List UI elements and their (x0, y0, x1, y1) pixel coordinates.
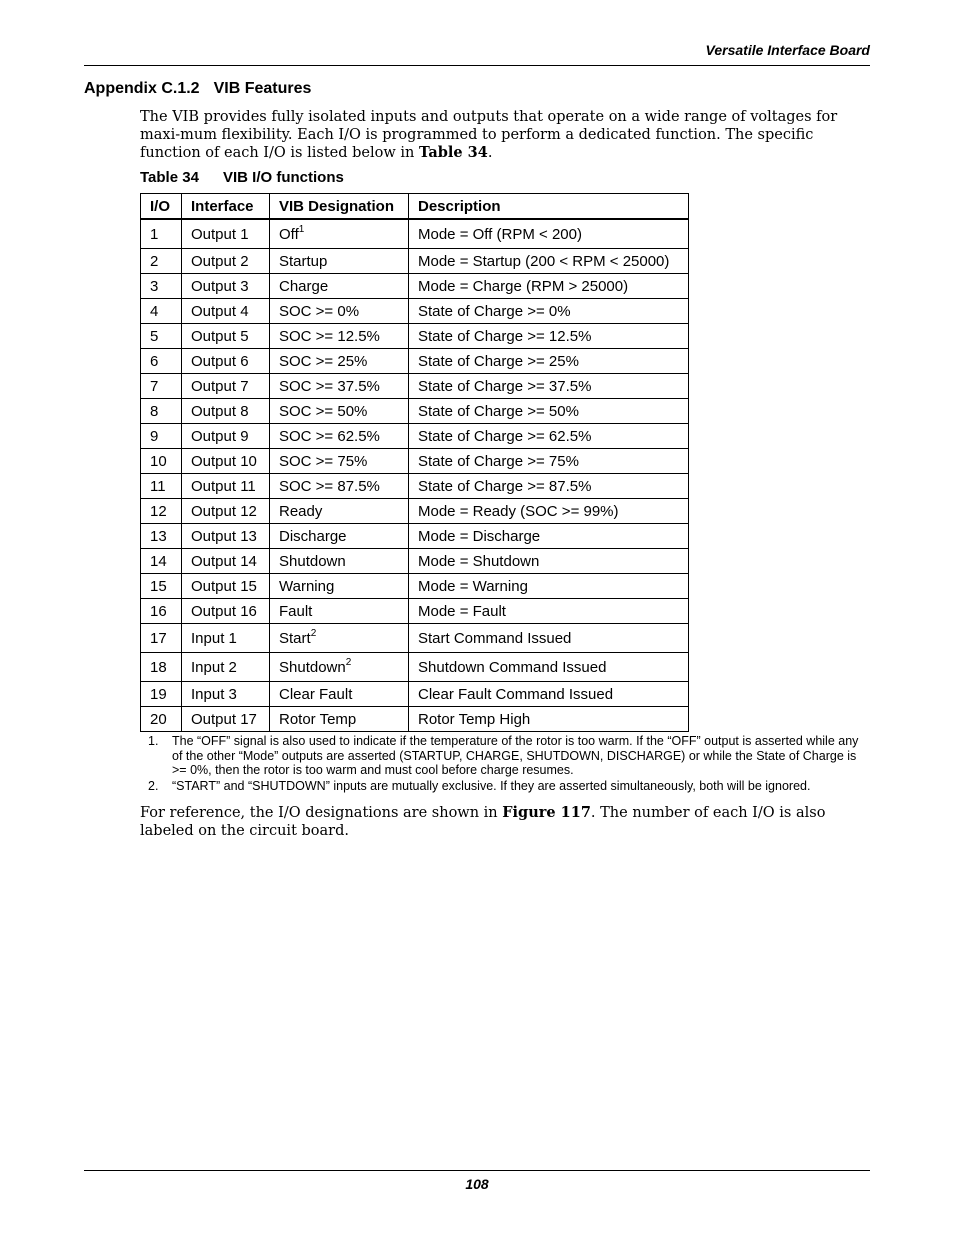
io-cell-text: 16 (150, 602, 167, 620)
io-cell-text: 12 (150, 502, 167, 520)
table-row (141, 219, 689, 249)
description-cell-text: Mode = Shutdown (418, 552, 540, 570)
io-cell (141, 682, 182, 707)
column-header-interface: Interface (182, 194, 270, 220)
table-row (141, 599, 689, 624)
interface-cell-text: Output 17 (191, 710, 257, 728)
designation-cell-text: SOC >= 87.5% (279, 477, 380, 495)
table-row (141, 549, 689, 574)
io-cell-text: 19 (150, 685, 167, 703)
description-cell-text: State of Charge >= 0% (418, 302, 571, 320)
io-cell (141, 219, 182, 249)
interface-cell-text: Input 1 (191, 629, 237, 647)
description-cell-text: Mode = Warning (418, 577, 528, 595)
designation-cell-text: Ready (279, 502, 323, 520)
table-row (141, 653, 689, 682)
description-cell (409, 574, 689, 599)
interface-cell-text: Output 15 (191, 577, 257, 595)
io-cell (141, 424, 182, 449)
designation-cell-text: SOC >= 0% (279, 302, 360, 320)
designation-cell-text: SOC >= 50% (279, 402, 368, 420)
table-body (141, 219, 689, 732)
closing-text: For reference, the I/O designations are shown in (140, 805, 503, 821)
io-cell (141, 349, 182, 374)
description-cell-text: Mode = Charge (RPM > 25000) (418, 277, 629, 295)
table-row (141, 682, 689, 707)
description-cell-text: State of Charge >= 62.5% (418, 427, 592, 445)
table-row (141, 349, 689, 374)
io-cell (141, 399, 182, 424)
interface-cell-text: Output 13 (191, 527, 257, 545)
description-cell-text: Mode = Startup (200 < RPM < 25000) (418, 252, 670, 270)
interface-cell (182, 624, 270, 653)
designation-cell (270, 399, 409, 424)
description-cell (409, 624, 689, 653)
description-cell-text: State of Charge >= 87.5% (418, 477, 592, 495)
interface-cell (182, 574, 270, 599)
description-cell (409, 274, 689, 299)
interface-cell (182, 349, 270, 374)
designation-cell-text: Off (279, 225, 299, 243)
interface-cell (182, 324, 270, 349)
table-row (141, 524, 689, 549)
interface-cell-text: Output 16 (191, 602, 257, 620)
footnote-text: The “OFF” signal is also used to indicate if the temperature of the rotor is too warm. If the “OFF” output is asserted while any of the other “Mode” outputs are asserted (STARTUP, CHARGE, SHUTDOWN, DISCHARGE) or while the State of Charge is >= 0%, then the rotor is too warm and must cool before charge resumes. (172, 734, 859, 777)
description-cell (409, 249, 689, 274)
designation-cell (270, 624, 409, 653)
io-cell (141, 474, 182, 499)
description-cell-text: Mode = Fault (418, 602, 506, 620)
description-cell-text: Rotor Temp High (418, 710, 531, 728)
io-cell (141, 324, 182, 349)
description-cell (409, 599, 689, 624)
designation-cell (270, 474, 409, 499)
interface-cell (182, 549, 270, 574)
running-header-title: Versatile Interface Board (705, 42, 870, 58)
column-header-designation: VIB Designation (270, 194, 409, 220)
footnote (148, 779, 860, 794)
description-cell-text: Clear Fault Command Issued (418, 685, 614, 703)
interface-cell (182, 707, 270, 732)
footnote-text: “START” and “SHUTDOWN” inputs are mutually exclusive. If they are asserted simultaneously, both will be ignored. (172, 778, 811, 793)
io-cell-text: 15 (150, 577, 167, 595)
interface-cell-text: Output 12 (191, 502, 257, 520)
description-cell-text: State of Charge >= 75% (418, 452, 579, 470)
footnote-marker: 2 (310, 627, 317, 639)
io-cell (141, 299, 182, 324)
io-cell-text: 3 (150, 277, 159, 295)
interface-cell-text: Output 3 (191, 277, 249, 295)
description-cell-text: Mode = Off (RPM < 200) (418, 225, 582, 243)
intro-paragraph (140, 108, 868, 162)
description-cell (409, 682, 689, 707)
closing-paragraph (140, 804, 868, 840)
io-cell-text: 18 (150, 658, 167, 676)
interface-cell-text: Output 9 (191, 427, 249, 445)
io-cell-text: 9 (150, 427, 159, 445)
interface-cell-text: Input 2 (191, 658, 237, 676)
io-cell-text: 14 (150, 552, 167, 570)
footnote-number: 2. (148, 778, 159, 793)
table-row (141, 474, 689, 499)
interface-cell (182, 449, 270, 474)
interface-cell (182, 653, 270, 682)
description-cell (409, 474, 689, 499)
interface-cell-text: Input 3 (191, 685, 237, 703)
table-row (141, 399, 689, 424)
intro-text-end: . (487, 145, 493, 161)
designation-cell-text: Shutdown (279, 552, 346, 570)
interface-cell (182, 219, 270, 249)
description-cell (409, 499, 689, 524)
designation-cell-text: Rotor Temp (279, 710, 357, 728)
io-cell-text: 4 (150, 302, 159, 320)
interface-cell (182, 249, 270, 274)
designation-cell (270, 707, 409, 732)
designation-cell-text: SOC >= 62.5% (279, 427, 380, 445)
io-cell-text: 7 (150, 377, 159, 395)
designation-cell-text: Warning (279, 577, 335, 595)
io-cell (141, 524, 182, 549)
description-cell-text: Mode = Discharge (418, 527, 541, 545)
interface-cell (182, 524, 270, 549)
section-number: Appendix C.1.2 (84, 80, 200, 97)
table-row (141, 424, 689, 449)
io-functions-table (140, 193, 689, 732)
io-cell (141, 653, 182, 682)
designation-cell-text: Start (279, 629, 311, 647)
table-reference: Table 34 (418, 144, 488, 161)
description-cell-text: Mode = Ready (SOC >= 99%) (418, 502, 619, 520)
designation-cell-text: SOC >= 25% (279, 352, 368, 370)
table-caption-label: Table 34 (140, 169, 199, 186)
interface-cell-text: Output 8 (191, 402, 249, 420)
description-cell (409, 374, 689, 399)
io-cell (141, 274, 182, 299)
description-cell (409, 399, 689, 424)
description-cell (409, 707, 689, 732)
description-cell-text: State of Charge >= 50% (418, 402, 579, 420)
table-caption-title: VIB I/O functions (223, 169, 344, 186)
designation-cell (270, 424, 409, 449)
io-cell-text: 10 (150, 452, 167, 470)
io-cell-text: 6 (150, 352, 159, 370)
description-cell (409, 653, 689, 682)
designation-cell-text: Shutdown (279, 658, 346, 676)
description-cell-text: State of Charge >= 25% (418, 352, 579, 370)
interface-cell (182, 599, 270, 624)
designation-cell (270, 249, 409, 274)
table-row (141, 324, 689, 349)
io-cell (141, 374, 182, 399)
intro-text: The VIB provides fully isolated inputs and outputs that operate on a wide range of voltages for maxi-mum flexibility. Each I/O is programmed to perform a dedicated function. The specific function of each I/O is listed below in (140, 109, 838, 161)
description-cell (409, 449, 689, 474)
interface-cell (182, 399, 270, 424)
io-cell-text: 1 (150, 225, 159, 243)
section-title: VIB Features (213, 80, 312, 97)
description-cell-text: State of Charge >= 37.5% (418, 377, 592, 395)
closing-text-end: . The number of each I/O is also labeled on the circuit board. (140, 805, 826, 839)
designation-cell-text: SOC >= 12.5% (279, 327, 380, 345)
io-cell (141, 599, 182, 624)
io-cell-text: 13 (150, 527, 167, 545)
io-cell-text: 17 (150, 629, 167, 647)
interface-cell-text: Output 7 (191, 377, 249, 395)
designation-cell-text: Clear Fault (279, 685, 353, 703)
designation-cell-text: Startup (279, 252, 328, 270)
footnote-number: 1. (148, 734, 159, 748)
interface-cell (182, 424, 270, 449)
table-header-row (141, 194, 689, 220)
designation-cell-text: Discharge (279, 527, 347, 545)
designation-cell-text: Charge (279, 277, 329, 295)
interface-cell-text: Output 4 (191, 302, 249, 320)
designation-cell (270, 449, 409, 474)
description-cell (409, 349, 689, 374)
interface-cell-text: Output 5 (191, 327, 249, 345)
description-cell (409, 424, 689, 449)
description-cell-text: Shutdown Command Issued (418, 658, 607, 676)
io-cell (141, 707, 182, 732)
section-heading (84, 80, 311, 98)
interface-cell (182, 274, 270, 299)
table-row (141, 274, 689, 299)
header-rule (84, 65, 870, 66)
description-cell (409, 324, 689, 349)
io-cell (141, 574, 182, 599)
table-row (141, 574, 689, 599)
io-cell (141, 549, 182, 574)
designation-cell (270, 599, 409, 624)
designation-cell (270, 324, 409, 349)
io-cell (141, 249, 182, 274)
description-cell (409, 219, 689, 249)
description-cell-text: Start Command Issued (418, 629, 572, 647)
designation-cell (270, 574, 409, 599)
table-row (141, 499, 689, 524)
designation-cell (270, 682, 409, 707)
designation-cell (270, 299, 409, 324)
interface-cell (182, 682, 270, 707)
table-row (141, 707, 689, 732)
interface-cell (182, 499, 270, 524)
designation-cell-text: Fault (279, 602, 313, 620)
figure-reference: Figure 117 (502, 804, 591, 821)
interface-cell-text: Output 6 (191, 352, 249, 370)
table-row (141, 624, 689, 653)
io-cell-text: 2 (150, 252, 159, 270)
io-cell-text: 5 (150, 327, 159, 345)
designation-cell (270, 274, 409, 299)
interface-cell-text: Output 2 (191, 252, 249, 270)
designation-cell (270, 349, 409, 374)
description-cell-text: State of Charge >= 12.5% (418, 327, 592, 345)
interface-cell-text: Output 1 (191, 225, 249, 243)
io-cell-text: 11 (150, 477, 166, 495)
table-row (141, 449, 689, 474)
footnote (148, 734, 860, 778)
column-header-description: Description (409, 194, 689, 220)
table-row (141, 249, 689, 274)
description-cell (409, 299, 689, 324)
designation-cell (270, 499, 409, 524)
designation-cell (270, 524, 409, 549)
io-cell (141, 499, 182, 524)
interface-cell (182, 299, 270, 324)
column-header-io: I/O (141, 194, 182, 220)
interface-cell-text: Output 10 (191, 452, 257, 470)
table-row (141, 299, 689, 324)
table-footnotes (148, 734, 860, 794)
io-cell-text: 8 (150, 402, 159, 420)
io-cell-text: 20 (150, 710, 167, 728)
designation-cell (270, 549, 409, 574)
io-cell (141, 449, 182, 474)
designation-cell-text: SOC >= 37.5% (279, 377, 380, 395)
interface-cell (182, 374, 270, 399)
io-cell (141, 624, 182, 653)
table-caption (140, 169, 344, 186)
footer-rule (84, 1170, 870, 1171)
description-cell (409, 524, 689, 549)
designation-cell (270, 374, 409, 399)
footnote-marker: 1 (298, 223, 305, 235)
description-cell (409, 549, 689, 574)
interface-cell-text: Output 11 (191, 477, 256, 495)
designation-cell (270, 653, 409, 682)
footnote-marker: 2 (345, 656, 352, 668)
designation-cell (270, 219, 409, 249)
table-row (141, 374, 689, 399)
designation-cell-text: SOC >= 75% (279, 452, 368, 470)
interface-cell-text: Output 14 (191, 552, 257, 570)
interface-cell (182, 474, 270, 499)
page-number: 108 (465, 1176, 489, 1192)
